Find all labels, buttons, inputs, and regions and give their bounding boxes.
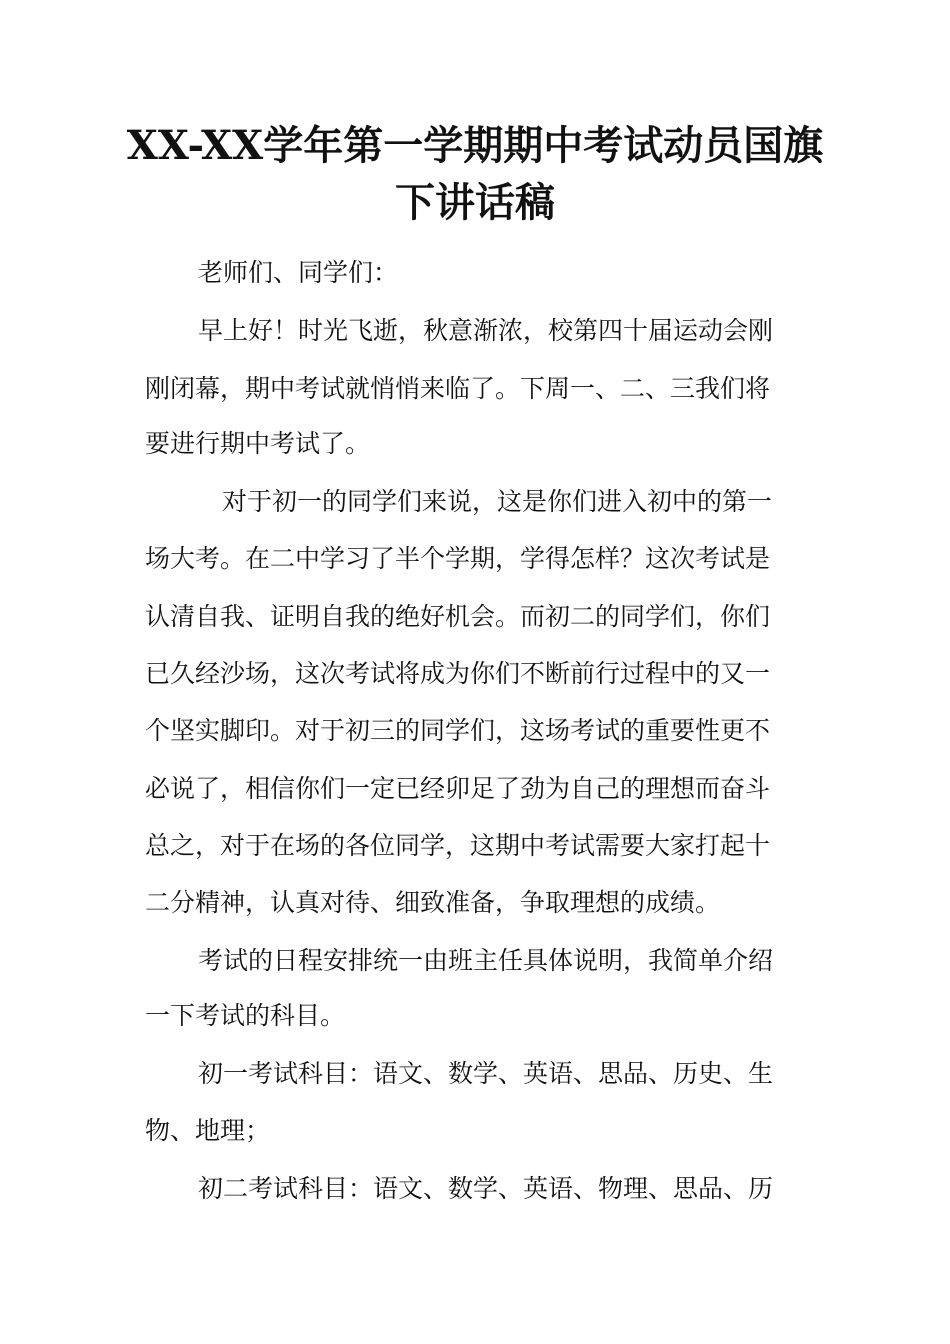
document-title-line-2: 下讲话稿 (395, 179, 555, 226)
paragraph-1-line-2: 刚闭幕，期中考试就悄悄来临了。下周一、二、三我们将 (145, 374, 771, 403)
paragraph-3-line-2: 一下考试的科目。 (145, 1001, 346, 1030)
paragraph-1-line-1: 早上好！时光飞逝，秋意渐浓，校第四十届运动会刚 (198, 316, 774, 345)
paragraph-1-line-3: 要进行期中考试了。 (145, 429, 371, 458)
paragraph-2-line-8: 二分精神，认真对待、细致准备，争取理想的成绩。 (145, 888, 721, 917)
paragraph-4-line-1: 初一考试科目：语文、数学、英语、思品、历史、生 (198, 1059, 774, 1088)
paragraph-2-line-6: 必说了，相信你们一定已经卯足了劲为自己的理想而奋斗 (145, 774, 771, 803)
document-title-line-1: XX-XX学年第一学期期中考试动员国旗 (126, 122, 824, 169)
paragraph-2-line-5: 个坚实脚印。对于初三的同学们，这场考试的重要性更不 (145, 716, 771, 745)
paragraph-2-line-3: 认清自我、证明自我的绝好机会。而初二的同学们，你们 (145, 602, 771, 631)
paragraph-2-line-7: 总之，对于在场的各位同学，这期中考试需要大家打起十 (145, 831, 771, 860)
salutation: 老师们、同学们： (198, 258, 399, 287)
paragraph-4-line-2: 物、地理； (145, 1116, 271, 1145)
paragraph-2-line-4: 已久经沙场，这次考试将成为你们不断前行过程中的又一 (145, 659, 771, 688)
paragraph-2-line-2: 场大考。在二中学习了半个学期，学得怎样？这次考试是 (145, 544, 771, 573)
paragraph-5-line-1: 初二考试科目：语文、数学、英语、物理、思品、历 (198, 1174, 774, 1203)
paragraph-2-line-1: 对于初一的同学们来说，这是你们进入初中的第一 (222, 487, 773, 516)
paragraph-3-line-1: 考试的日程安排统一由班主任具体说明，我简单介绍 (198, 946, 774, 975)
